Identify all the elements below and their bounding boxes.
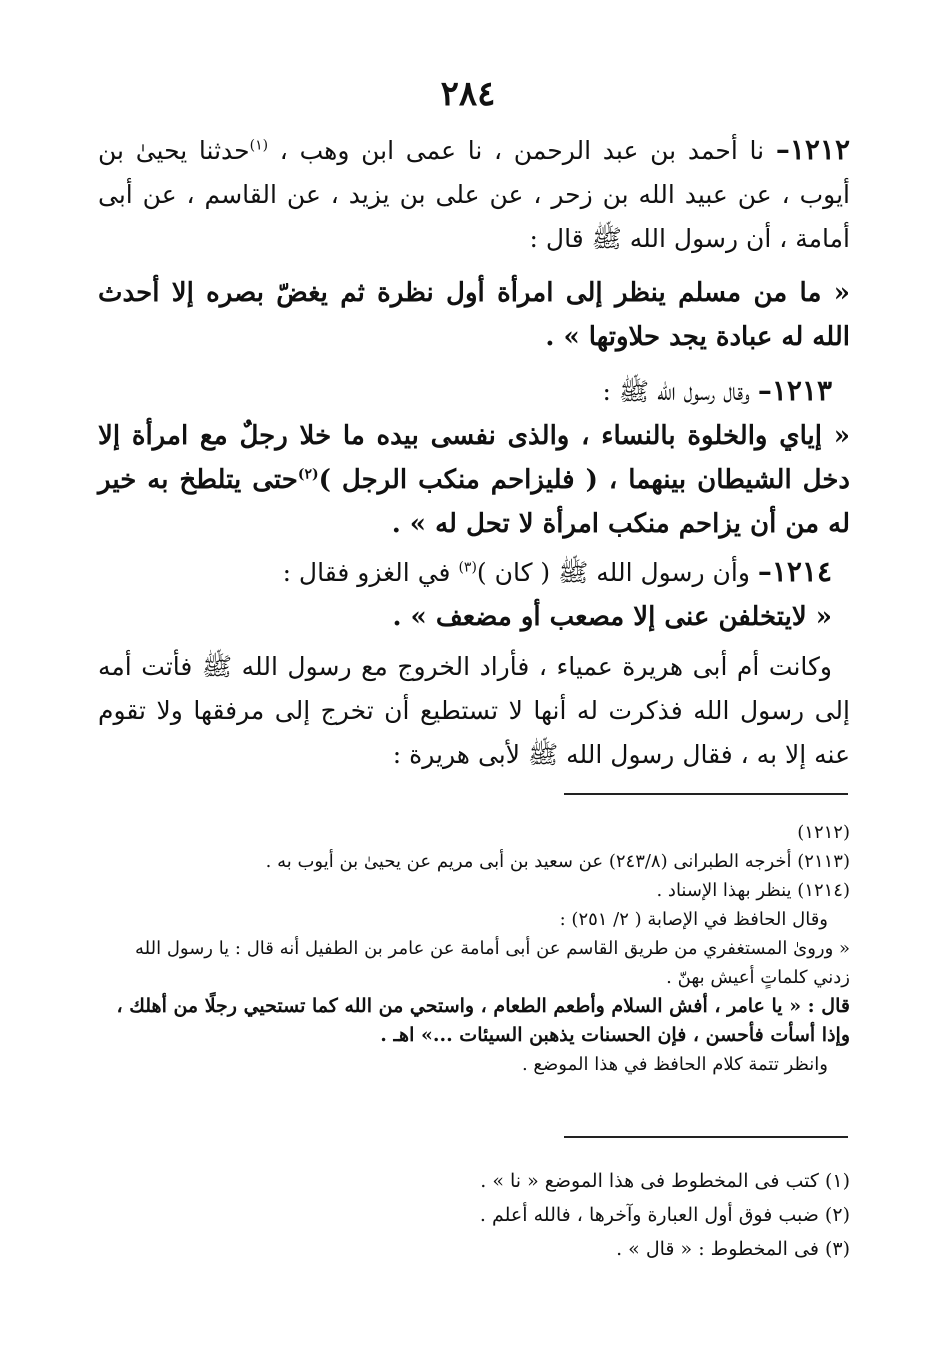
footnote-1: (١) كتب فى المخطوط فى هذا الموضع « نا » . <box>480 1170 850 1192</box>
hadith-number: ١٢١٢– <box>775 133 850 166</box>
hadith-number: ١٢١٣– <box>757 374 832 407</box>
footnote-marker: (٢) <box>297 466 319 483</box>
note-line: (١٢١٢) <box>797 822 850 843</box>
narrative-paragraph: وكانت أم أبى هريرة عمياء ، فأراد الخروج مع رسول الله ﷺ فأتت أمه إلى رسول الله فذكرت له أنها لا تستطيع أن تخرج إلى مرفقها ولا تقوم عنه إلا به ، فقال رسول الله ﷺ لأبى هريرة : <box>98 652 850 769</box>
hadith-quote-1212: « ما من مسلم ينظر إلى امرأة أول نظرة ثم يغضّ بصره إلا أحدث الله له عبادة يجد حلاوتها » . <box>98 278 850 352</box>
note-line: وانظر تتمة كلام الحافظ في هذا الموضع . <box>521 1054 828 1075</box>
footnote-2: (٢) ضبب فوق أول العبارة وآخرها ، فالله أعلم . <box>479 1204 850 1226</box>
hadith-number: ١٢١٤– <box>757 555 832 588</box>
hadith-text-cont: في الغزو فقال : <box>282 558 459 587</box>
hadith-quote-1213 <box>98 414 850 546</box>
quote-text: « إياي والخلوة بالنساء ، والذى نفسى بيده ما خلا رجلٌ مع امرأة إلا دخل الشيطان بينهما ، ( فليزاحم منكب الرجل ) <box>98 421 851 495</box>
footnotes-divider <box>564 1136 848 1138</box>
footnote-3: (٣) فى المخطوط : « قال » . <box>616 1238 850 1260</box>
hadith-text: وقال رسول الله ﷺ : <box>602 377 758 406</box>
hadith-1214 <box>98 550 850 595</box>
editor-notes <box>98 818 850 1079</box>
notes-divider <box>564 793 848 795</box>
hadith-quote-1214: « لايتخلفن عنى إلا مصعب أو مضعف » . <box>392 602 832 632</box>
note-line: وقال الحافظ في الإصابة ( ٢/ ٢٥١) : <box>559 909 828 930</box>
footnote-marker: (١) <box>249 137 269 154</box>
footnote-marker: (٣) <box>458 559 477 576</box>
hadith-1213 <box>98 369 850 414</box>
note-line-bold: قال : « يا عامر ، أفش السلام وأطعم الطعام ، واستحي من الله كما تستحيي رجلًا من أهلك ، وإذا أسأت فأحسن ، فإن الحسنات يذهبن السيئات ...» اهـ . <box>116 995 850 1046</box>
footnotes <box>98 1164 850 1266</box>
main-text <box>98 128 850 777</box>
hadith-1212 <box>98 128 850 261</box>
note-line: (٢١١٣) أخرجه الطبرانى (٢٤٣/٨) عن سعيد بن أبى مريم عن يحيىٰ بن أيوب به . <box>265 851 850 872</box>
hadith-text: وأن رسول الله ﷺ ( كان ) <box>476 558 758 587</box>
hadith-text: نا أحمد بن عبد الرحمن ، نا عمى ابن وهب ، <box>268 136 776 165</box>
hadith-text-cont: حدثنا يحيىٰ بن أيوب ، عن عبيد الله بن زحر ، عن على بن يزيد ، عن القاسم ، عن أبى أمامة ، أن رسول الله ﷺ قال : <box>98 136 850 253</box>
note-line: (١٢١٤) ينظر بهذا الإسناد . <box>656 880 850 901</box>
note-line: « وروىٰ المستغفري من طريق القاسم عن أبى أمامة عن عامر بن الطفيل أنه قال : يا رسول الله زدني كلماتٍ أعيش بهنّ . <box>135 938 850 988</box>
page-number: ٢٨٤ <box>440 74 496 114</box>
quote-text-cont: حتى يتلطخ به خير له من أن يزاحم منكب امرأة لا تحل له » . <box>98 465 850 539</box>
